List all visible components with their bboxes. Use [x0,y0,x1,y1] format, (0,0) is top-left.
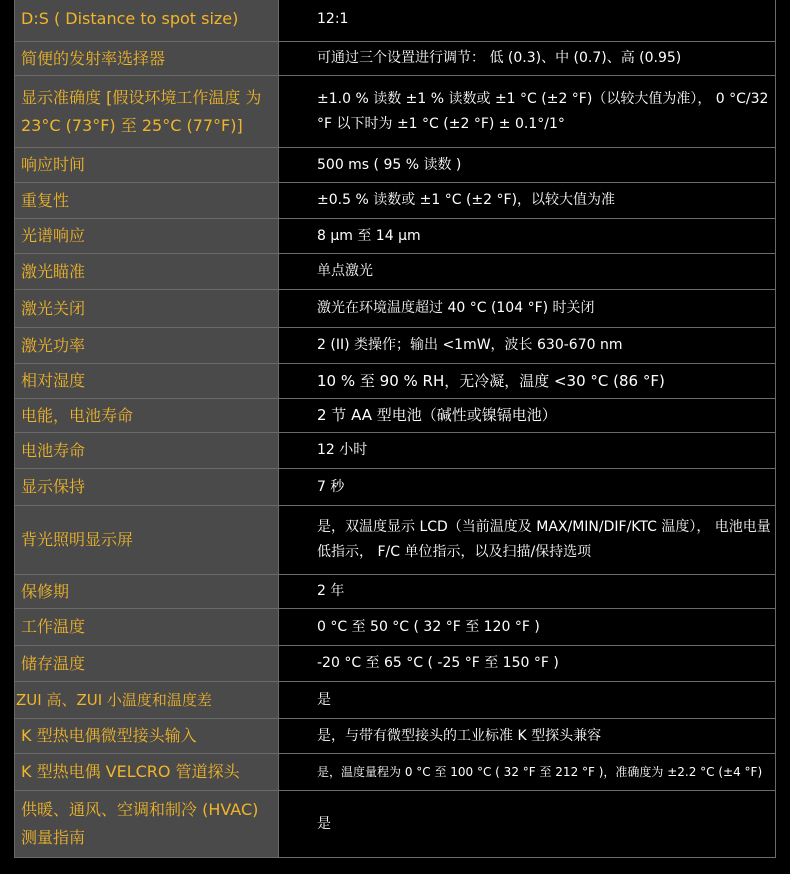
spec-value: 是 [279,791,776,858]
spec-value: 500 ms ( 95 % 读数 ) [279,148,776,183]
spec-label: 储存温度 [15,646,279,682]
spec-value: 2 年 [279,575,776,609]
spec-label: 显示准确度 [假设环境工作温度 为 23°C (73°F) 至 25°C (77°F)] [15,76,279,148]
spec-label: 简便的发射率选择器 [15,42,279,76]
spec-value: 是，与带有微型接头的工业标准 K 型探头兼容 [279,719,776,754]
spec-table [14,0,776,858]
spec-label: 光谱响应 [15,219,279,254]
table-row [15,754,776,791]
table-row [15,364,776,399]
table-row [15,76,776,148]
spec-label: 重复性 [15,183,279,219]
spec-value: 7 秒 [279,469,776,506]
spec-label: 背光照明显示屏 [15,506,279,575]
spec-value: 是 [279,682,776,719]
spec-label: 电能，电池寿命 [15,399,279,433]
table-row [15,646,776,682]
table-row [15,290,776,328]
spec-label: 保修期 [15,575,279,609]
spec-label: K 型热电偶微型接头输入 [15,719,279,754]
spec-label: 激光关闭 [15,290,279,328]
spec-label: 响应时间 [15,148,279,183]
table-row [15,148,776,183]
spec-value: 0 °C 至 50 °C ( 32 °F 至 120 °F ) [279,609,776,646]
spec-label: 供暖、通风、空调和制冷 (HVAC) 测量指南 [15,791,279,858]
table-row [15,575,776,609]
table-row [15,254,776,290]
spec-value: ±0.5 % 读数或 ±1 °C (±2 °F)，以较大值为准 [279,183,776,219]
table-row [15,682,776,719]
spec-value: 是，温度量程为 0 °C 至 100 °C ( 32 °F 至 212 °F )，准确度为 ±2.2 °C (±4 °F) [279,754,776,791]
spec-label: 相对湿度 [15,364,279,399]
spec-label: 显示保持 [15,469,279,506]
spec-value: 12:1 [279,0,776,42]
table-row [15,183,776,219]
spec-label: 电池寿命 [15,433,279,469]
table-row [15,469,776,506]
spec-label: 激光瞄准 [15,254,279,290]
spec-label: ZUI 高、ZUI 小温度和温度差 [15,682,279,719]
spec-value: 单点激光 [279,254,776,290]
spec-value: ±1.0 % 读数 ±1 % 读数或 ±1 °C (±2 °F)（以较大值为准）， 0 °C/32 °F 以下时为 ±1 °C (±2 °F) ± 0.1°/1° [279,76,776,148]
table-row [15,506,776,575]
spec-value: 可通过三个设置进行调节： 低 (0.3)、中 (0.7)、高 (0.95) [279,42,776,76]
table-row [15,433,776,469]
table-row [15,399,776,433]
spec-value: 2 节 AA 型电池（碱性或镍镉电池） [279,399,776,433]
table-row [15,219,776,254]
spec-value: 激光在环境温度超过 40 °C (104 °F) 时关闭 [279,290,776,328]
spec-label: 激光功率 [15,328,279,364]
spec-value: 12 小时 [279,433,776,469]
spec-value: 10 % 至 90 % RH，无冷凝，温度 <30 °C (86 °F) [279,364,776,399]
spec-value: 8 µm 至 14 µm [279,219,776,254]
spec-label: K 型热电偶 VELCRO 管道探头 [15,754,279,791]
table-row [15,42,776,76]
spec-value: 是，双温度显示 LCD（当前温度及 MAX/MIN/DIF/KTC 温度）， 电池电量低指示， F/C 单位指示，以及扫描/保持选项 [279,506,776,575]
spec-label: 工作温度 [15,609,279,646]
table-row [15,328,776,364]
table-row [15,0,776,42]
spec-label: D:S ( Distance to spot size) [15,0,279,42]
table-row [15,791,776,858]
spec-value: 2 (II) 类操作；输出 <1mW，波长 630-670 nm [279,328,776,364]
spec-value: -20 °C 至 65 °C ( -25 °F 至 150 °F ) [279,646,776,682]
table-row [15,719,776,754]
table-row [15,609,776,646]
